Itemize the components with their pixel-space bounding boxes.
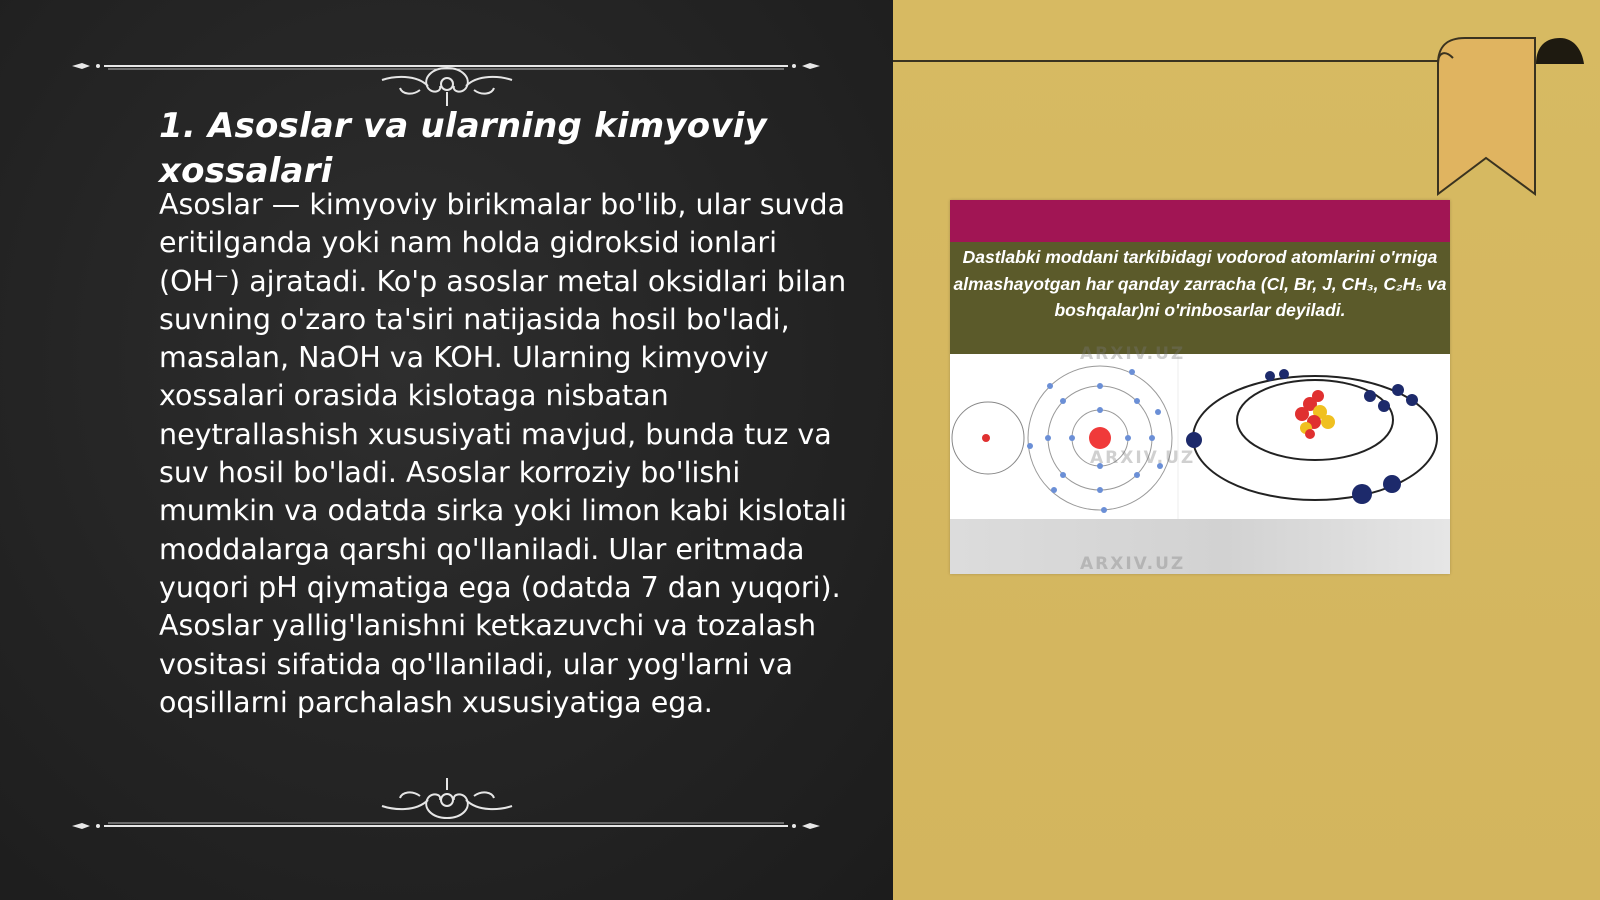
- watermark-text: ARXIV.UZ: [1080, 554, 1186, 574]
- ribbon-fold-shape: [1536, 36, 1586, 64]
- slide-body-text: Asoslar — kimyoviy birikmalar bo'lib, ular suvda eritilganda yoki nam holda gidroksid ionlari (OH⁻) ajratadi. Ko'p asoslar metal oksidlari bilan suvning o'zaro ta'siri natijasida hosil bo'ladi, masalan, NaOH va KOH. Ularning kimyoviy xossalari orasida kislotaga nisbatan neytrallashish xususiyati mavjud, bunda tuz va suv hosil bo'ladi. Asoslar korroziy bo'lishi mumkin va odatda sirka yoki limon kabi kislotali moddalarga qarshi qo'llaniladi. Ular eritmada yuqori pH qiymatiga ega (odatda 7 dan yuqori). Asoslar yallig'lanishni ketkazuvchi va tozalash vositasi sifatida qo'llaniladi, ular yog'larni va oqsillarni parchalash xususiyatiga ega.: [159, 188, 847, 719]
- figure-caption: Dastlabki moddani tarkibidagi vodorod atomlarini o'rniga almashayotgan har qanday zarracha (Cl, Br, J, CH₃, C₂H₅ va boshqalar)ni o'rinbosarlar deyiladi.: [950, 242, 1450, 354]
- bookmark-ribbon-icon: [1435, 36, 1540, 196]
- header-divider-line: [893, 60, 1453, 62]
- watermark-text: ARXIV.UZ: [1080, 344, 1186, 364]
- bottom-ornament-rule: [68, 818, 824, 834]
- slide-title: 1. Asoslar va ularning kimyoviy xossalari: [159, 106, 767, 191]
- figure-bottom-strip: [950, 519, 1450, 574]
- figure-header-band: [950, 200, 1450, 242]
- substituent-figure: [950, 200, 1450, 574]
- watermark-text: ARXIV.UZ: [1090, 448, 1196, 468]
- bottom-flourish-ornament: [372, 776, 522, 822]
- atom-model-illustration: [950, 354, 1450, 519]
